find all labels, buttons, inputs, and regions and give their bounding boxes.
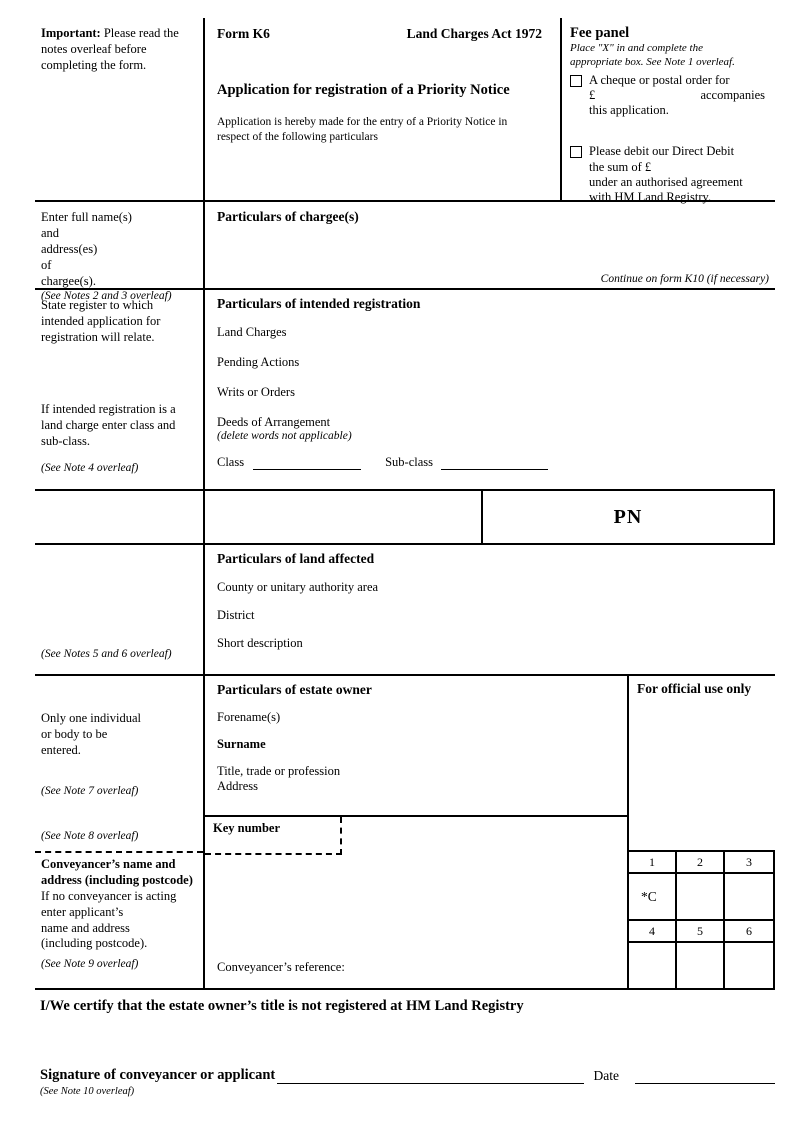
registration-item-deeds: Deeds of Arrangement [217,415,331,429]
official-grid-box [627,815,775,988]
lower-section [35,815,775,990]
estate-side [35,676,205,815]
fee-instruction-line1: Place "X" in and complete the [570,42,703,54]
application-statement-line1: Application is hereby made for the entry of a Priority Notice in [217,116,508,128]
direct-debit-checkbox[interactable] [570,146,582,158]
direct-debit-option [570,144,767,205]
fee-instruction-line2: appropriate box. See Note 1 overleaf. [570,55,735,68]
signature-label: Signature of conveyancer or applicant [40,1067,276,1083]
cheque-option [570,73,767,119]
pound-sign: £ [589,87,596,102]
signature-row [40,1067,775,1084]
grid-header-2: 2 [677,852,725,874]
fee-panel-title: Fee panel [570,25,630,41]
registration-item-writs-orders: Writs or Orders [217,385,295,399]
land-row [35,545,775,676]
county-label: County or unitary authority area [217,580,379,594]
see-note-10: (See Note 10 overleaf) [40,1086,135,1097]
grid-header-4: 4 [629,921,677,943]
important-label: Important: [41,26,101,40]
land-side [35,545,205,674]
official-use-heading: For official use only [637,681,752,696]
grid-header-5: 5 [677,921,725,943]
conveyancer-entry-area[interactable] [205,855,627,960]
registration-row [35,290,775,491]
key-number-box[interactable] [205,817,342,855]
key-number-label: Key number [213,821,281,835]
see-note-7: (See Note 7 overleaf) [41,785,139,797]
estate-side-line: Only one individual [41,711,141,725]
cheque-line3: this application. [589,103,669,117]
form-title: Application for registration of a Priority Notice [217,82,510,98]
conveyancer-main [205,815,627,988]
conveyancer-side-text [35,853,203,972]
conveyancer-side-line: (including postcode). [41,936,148,951]
important-text: Please read the notes overleaf before completing the form. [41,26,179,72]
subclass-label: Sub-class [385,455,434,469]
dd-line4: with HM Land Registry. [589,190,712,204]
pn-code-box [483,491,775,543]
see-note-8: (See Note 8 overleaf) [41,830,139,842]
official-use-box [627,676,775,815]
cheque-line2 [589,88,767,103]
grid-cell-blank [725,943,773,988]
registration-side [35,290,205,489]
class-subclass-line [217,455,769,470]
form-number: Form K6 [217,26,270,41]
header-main [205,18,560,200]
estate-heading: Particulars of estate owner [217,682,372,697]
continue-note: Continue on form K10 (if necessary) [600,273,769,285]
date-label: Date [593,1068,619,1083]
chargee-side-line: of [41,258,52,272]
cheque-checkbox[interactable] [570,75,582,87]
title-trade-label: Title, trade or profession [217,764,341,778]
grid-cell-c-mark: *C [629,874,677,921]
application-statement [217,115,542,145]
date-line[interactable] [635,1069,775,1084]
estate-main [205,676,627,815]
fee-panel [560,18,775,204]
fee-instruction [570,42,767,70]
chargee-side-line: Enter full name(s) [41,210,132,224]
official-grid [629,850,775,988]
short-description-label: Short description [217,636,303,650]
grid-header-3: 3 [725,852,773,874]
see-note-9: (See Note 9 overleaf) [41,958,139,971]
form-table [35,18,775,990]
registration-item-pending-actions: Pending Actions [217,355,300,369]
pn-row [35,491,775,545]
dd-line1: Please debit our Direct Debit [589,144,735,159]
delete-words-note: (delete words not applicable) [217,430,352,442]
surname-label: Surname [217,737,266,751]
chargee-row [35,202,775,302]
grid-cell-blank [725,874,773,921]
cheque-option-label [589,73,767,119]
grid-cell-blank [629,943,677,988]
conveyancer-side-line: name and address [41,920,130,935]
grid-cell-blank [677,874,725,921]
chargee-side-note [35,202,205,302]
conveyancer-side-line: enter applicant’s [41,904,124,919]
direct-debit-option-label [589,144,767,205]
see-notes-2-3: (See Notes 2 and 3 overleaf) [41,290,172,302]
estate-side-line: entered. [41,743,81,757]
pn-middle-empty [205,491,483,543]
dd-line2: the sum of £ [589,159,652,174]
official-grid-spacer [629,815,775,850]
registration-item-land-charges: Land Charges [217,325,287,339]
application-statement-line2: respect of the following particulars [217,130,378,143]
conveyancer-reference-label: Conveyancer’s reference: [217,960,345,974]
class-input-line[interactable] [253,456,361,470]
district-label: District [217,608,255,622]
grid-header-6: 6 [725,921,773,943]
signature-line[interactable] [277,1069,583,1084]
conveyancer-side [35,815,205,988]
chargee-side-line: address(es) [41,242,98,256]
chargee-side-line: and [41,226,60,240]
header-row [35,18,775,202]
act-title: Land Charges Act 1972 [406,26,542,41]
grid-header-1: 1 [629,852,677,874]
chargee-particulars-area[interactable] [205,202,775,288]
registration-heading: Particulars of intended registration [217,296,421,311]
certify-statement: I/We certify that the estate owner’s title is not registered at HM Land Registry [40,998,524,1014]
chargee-side-line: chargee(s). [41,274,96,288]
forename-label: Forename(s) [217,710,281,724]
conveyancer-side-line: If no conveyancer is acting [41,888,177,903]
land-heading: Particulars of land affected [217,551,375,566]
pn-side-empty [35,491,205,543]
estate-row [35,676,775,815]
dd-line3: under an authorised agreement [589,174,743,189]
registration-side-text1: State register to which intended application for registration will relate. [41,298,161,344]
estate-side-line: or body to be [41,727,108,741]
address-label: Address [217,779,258,793]
footer [40,998,775,1097]
registration-side-text2: If intended registration is a land charge enter class and sub-class. [41,402,176,448]
class-label: Class [217,455,245,469]
note8-cell [35,815,203,853]
accompanies-text: accompanies [700,87,765,102]
see-notes-5-6: (See Notes 5 and 6 overleaf) [41,648,172,661]
conveyancer-side-bold: Conveyancer’s name and address (including postcode) [41,857,193,887]
land-main [205,545,775,674]
registration-main [205,290,775,489]
see-note-4: (See Note 4 overleaf) [41,462,139,474]
chargee-heading: Particulars of chargee(s) [217,209,359,224]
cheque-line1: A cheque or postal order for [589,72,730,87]
grid-cell-blank [677,943,725,988]
important-note [35,18,205,200]
subclass-input-line[interactable] [441,456,548,470]
pn-code: PN [613,505,643,528]
